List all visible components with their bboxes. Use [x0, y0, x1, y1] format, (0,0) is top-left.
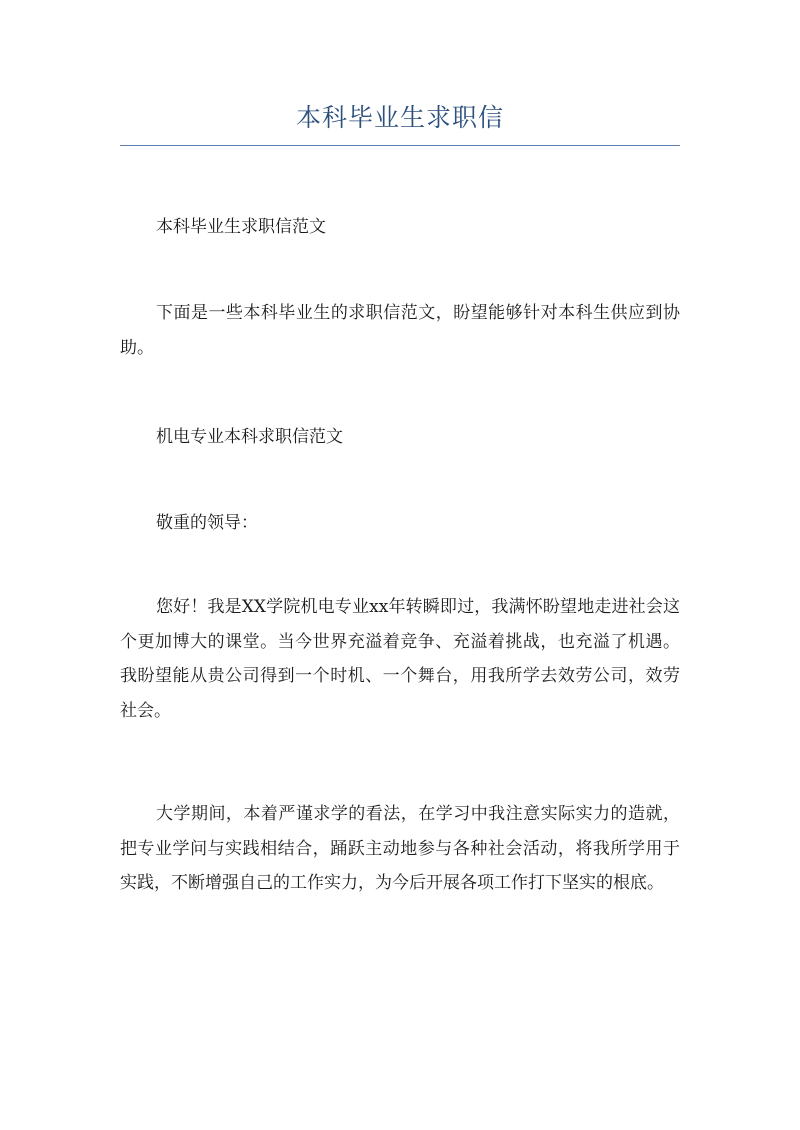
paragraph-subtitle: 本科毕业生求职信范文	[156, 217, 326, 237]
document-title: 本科毕业生求职信	[295, 103, 504, 132]
paragraph-body-1: 您好！我是XX学院机电专业xx年转瞬即过，我满怀盼望地走进社会这个更加博大的课堂。当今世界充溢着竞争、充溢着挑战，也充溢了机遇。我盼望能从贵公司得到一个时机、一个舞台，用我所学去效劳公司，效劳社会。	[120, 597, 680, 721]
paragraph-body-2: 大学期间，本着严谨求学的看法，在学习中我注意实际实力的造就，把专业学问与实践相结合，踊跃主动地参与各种社会活动，将我所学用于实践，不断增强自己的工作实力，为今后开展各项工作打下坚实的根底。	[120, 804, 680, 893]
paragraph-intro: 下面是一些本科毕业生的求职信范文，盼望能够针对本科生供应到协助。	[120, 303, 680, 358]
paragraph-salutation: 敬重的领导：	[156, 513, 258, 533]
paragraph-section-heading: 机电专业本科求职信范文	[156, 427, 343, 447]
title-underline	[120, 145, 680, 146]
